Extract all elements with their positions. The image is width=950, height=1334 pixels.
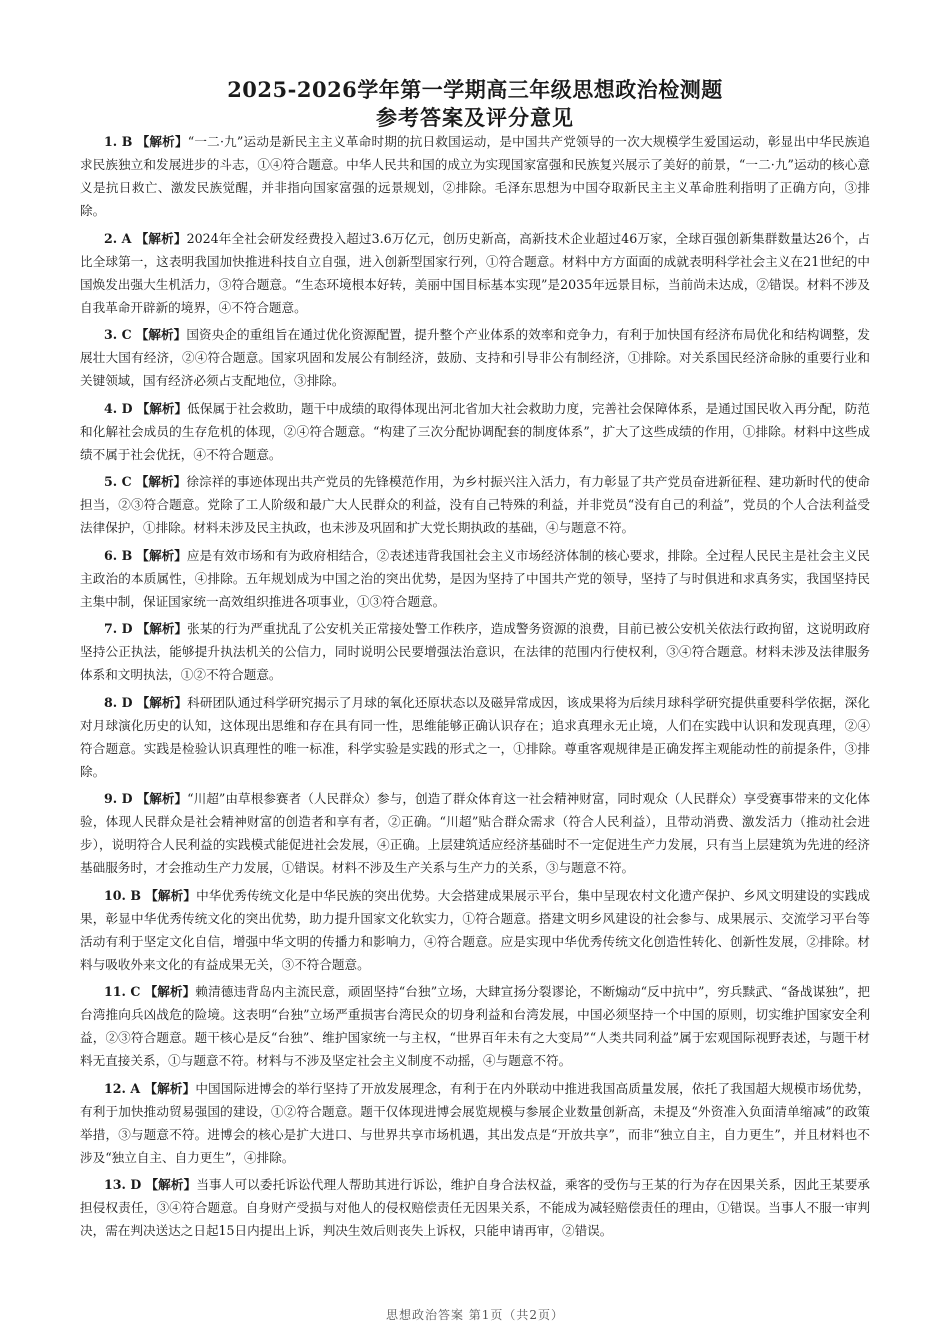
page-subtitle: 参考答案及评分意见 (376, 105, 574, 130)
answer-number: 1. B (104, 134, 133, 149)
page-title: 2025-2026学年第一学期高三年级思想政治检测题 (227, 77, 723, 102)
answer-number: 6. B (104, 547, 133, 563)
analysis-tag: 【解析】 (136, 547, 187, 563)
answer-item-1 (80, 130, 870, 222)
analysis-tag: 【解析】 (135, 327, 187, 342)
analysis-text: 国资央企的重组旨在通过优化资源配置，提升整个产业体系的效率和竞争力，有利于加快国有经济布局优化和结构调整，发展壮大国有经济，②④符合题意。国家巩固和发展公有制经济，鼓励、支持和引导非公有制经济，①排除。对关系国民经济命脉的重要行业和关键领域，国有经济必须占支配地位，③排除。 (80, 327, 871, 388)
answer-item-5 (80, 470, 870, 539)
answer-item-13 (80, 1173, 870, 1242)
analysis-text: 中华优秀传统文化是中华民族的突出优势。大会搭建成果展示平台，集中呈现农村文化遗产保护、乡风文明建设的实践成果，彰显中华优秀传统文化的突出优势，助力提升国家文化软实力，①符合题意。搭建文明乡风建设的社会参与、成果展示、交流学习平台等活动有利于坚定文化自信，增强中华文明的传播力和影响力，④符合题意。应是实现中华优秀传统文化创造性转化、创新性发展，②排除。材料与吸收外来文化的有益成果无关，③不符合题意。 (80, 887, 871, 972)
answer-item-9 (80, 787, 870, 879)
answer-item-10 (80, 884, 870, 976)
analysis-tag: 【解析】 (145, 887, 197, 903)
answer-number: 10. B (104, 887, 142, 903)
answer-number: 9. D (104, 791, 133, 806)
answer-item-4 (80, 397, 870, 466)
answer-list (80, 130, 870, 1247)
analysis-tag: 【解析】 (136, 694, 188, 710)
answer-item-11 (80, 980, 870, 1072)
answer-number: 7. D (104, 621, 133, 636)
answer-number: 4. D (104, 400, 133, 416)
analysis-tag: 【解析】 (136, 400, 188, 416)
analysis-text: 低保属于社会救助，题干中成绩的取得体现出河北省加大社会救助力度，完善社会保障体系，是通过国民收入再分配，防范和化解社会成员的生存危机的体现，②④符合题意。“构建了三次分配协调配套的制度体系”，扩大了这些成绩的作用，①排除。材料中这些成绩不属于社会优抚，④不符合题意。 (80, 400, 871, 462)
answer-item-12 (80, 1077, 870, 1169)
analysis-tag: 【解析】 (136, 621, 188, 636)
answer-item-3 (80, 323, 870, 392)
analysis-text: 张某的行为严重扰乱了公安机关正常接处警工作秩序，造成警务资源的浪费，目前已被公安机关依法行政拘留，这说明政府坚持公正执法，能够提升执法机关的公信力，同时说明公民要增强法治意识，在法律的范围内行使权利，③④符合题意。材料未涉及法律服务体系和文明执法，①②不符合题意。 (80, 621, 871, 682)
analysis-text: “一二·九”运动是新民主主义革命时期的抗日救国运动，是中国共产党领导的一次大规模学生爱国运动，彰显出中华民族追求民族独立和发展进步的斗志，①④符合题意。中华人民共和国的成立为实现国家富强和民族复兴展示了美好的前景，“一二·九”运动的核心意义是抗日救亡、激发民族觉醒，并非指向国家富强的远景规划，②排除。毛泽东思想为中国夺取新民主主义革命胜利指明了正确方向，③排除。 (80, 134, 870, 218)
analysis-tag: 【解析】 (136, 791, 188, 806)
answer-number: 12. A (104, 1080, 141, 1096)
answer-number: 13. D (104, 1177, 142, 1192)
answer-item-2 (80, 227, 870, 319)
analysis-text: 应是有效市场和有为政府相结合，②表述违背我国社会主义市场经济体制的核心要求，排除。全过程人民民主是社会主义民主政治的本质属性，④排除。五年规划成为中国之治的突出优势，是因为坚持了中国共产党的领导，坚持了与时俱进和求真务实，我国坚持民主集中制，保证国家统一高效组织推进各项事业，①③符合题意。 (80, 547, 870, 609)
analysis-text: 科研团队通过科学研究揭示了月球的氧化还原状态以及磁异常成因，该成果将为后续月球科学研究提供重要科学依据，深化对月球演化历史的认知，这体现出思维和存在具有同一性，思维能够正确认识存在；追求真理永无止境，人们在实践中认识和发现真理，②④符合题意。实践是检验认识真理性的唯一标准，科学实验是实践的形式之一，①排除。尊重客观规律是正确发挥主观能动性的前提条件，③排除。 (80, 694, 871, 779)
analysis-tag: 【解析】 (145, 1177, 197, 1192)
analysis-text: 徐淙祥的事迹体现出共产党员的先锋模范作用，为乡村振兴注入活力，有力彰显了共产党员奋进新征程、建功新时代的使命担当，②③符合题意。党除了工人阶级和最广大人民群众的利益，没有自己特殊的利益，并非党员“没有自己的利益”，党员的个人合法利益受法律保护，①排除。材料未涉及民主执政，也未涉及巩固和扩大党长期执政的基础，④与题意不符。 (80, 474, 871, 535)
analysis-text: 赖清德违背岛内主流民意，顽固坚持“台独”立场，大肆宣扬分裂谬论，不断煽动“反中抗中”，穷兵黩武、“备战谋独”，把台湾推向兵凶战危的险境。这表明“台独”立场严重损害台湾民众的切身利益和台湾发展，中国必须坚持一个中国的原则，切实维护国家安全利益，②③符合题意。题干核心是反“台独”、维护国家统一与主权，“世界百年未有之大变局”“人类共同利益”属于宏观国际视野表述，与题干材料无直接关系，①与题意不符。材料与不涉及坚定社会主义制度不动摇，④与题意不符。 (80, 984, 870, 1068)
answer-item-6 (80, 544, 870, 613)
answer-number: 8. D (104, 694, 133, 710)
analysis-text: 当事人可以委托诉讼代理人帮助其进行诉讼，维护自身合法权益，乘客的受伤与王某的行为存在因果关系，因此王某要承担侵权责任，③④符合题意。自身财产受损与对他人的侵权赔偿责任无因果关系，不能成为减轻赔偿责任的理由，①错误。当事人不服一审判决，需在判决送达之日起15日内提出上诉，判决生效后则丧失上诉权，只能申请再审，②错误。 (80, 1177, 871, 1238)
analysis-tag: 【解析】 (135, 230, 187, 246)
page-footer: 思想政治答案 第1页（共2页） (385, 1308, 565, 1322)
answer-item-8 (80, 691, 870, 783)
analysis-tag: 【解析】 (136, 134, 188, 149)
analysis-tag: 【解析】 (144, 984, 196, 999)
answer-number: 3. C (104, 327, 132, 342)
answer-number: 11. C (104, 984, 141, 999)
analysis-text: 中国国际进博会的举行坚持了开放发展理念，有利于在内外联动中推进我国高质量发展，依托了我国超大规模市场优势，有利于加快推动贸易强国的建设，①②符合题意。题干仅体现进博会展览规模与参展企业数量创新高，未提及“外资准入负面清单缩减”的政策举措，③与题意不符。进博会的核心是扩大进口、与世界共享市场机遇，其出发点是“开放共享”，而非“独立自主，自力更生”，并且材料也不涉及“独立自主、自力更生”，④排除。 (80, 1080, 871, 1165)
answer-number: 5. C (104, 474, 132, 489)
analysis-tag: 【解析】 (144, 1080, 196, 1096)
analysis-tag: 【解析】 (135, 474, 187, 489)
analysis-text: 2024年全社会研发经费投入超过3.6万亿元，创历史新高，高新技术企业超过46万家，全球百强创新集群数量达26个，占比全球第一，这表明我国加快推进科技自立自强，进入创新型国家行列，①符合题意。材料中方方面面的成就表明科学社会主义在21世纪的中国焕发出强大生机活力，③符合题意。“生态环境根本好转，美丽中国目标基本实现”是2035年远景目标，当前尚未达成，②错误。材料不涉及自我革命开辟新的境界，④不符合题意。 (80, 230, 870, 315)
analysis-text: “川超”由草根参赛者（人民群众）参与，创造了群众体育这一社会精神财富，同时观众（人民群众）享受赛事带来的文化体验，体现人民群众是社会精神财富的创造者和享有者，②正确。“川超”贴合群众需求（符合人民利益），且带动消费、激发活力（推动社会进步），说明符合人民利益的实践模式能促进社会发展，④正确。上层建筑适应经济基础时不一定促进生产力发展，只有当上层建筑为先进的经济基础服务时，才会推动生产力发展，①错误。材料不涉及生产关系与生产力的关系，③与题意不符。 (80, 791, 870, 875)
answer-item-7 (80, 617, 870, 686)
answer-number: 2. A (104, 230, 132, 246)
